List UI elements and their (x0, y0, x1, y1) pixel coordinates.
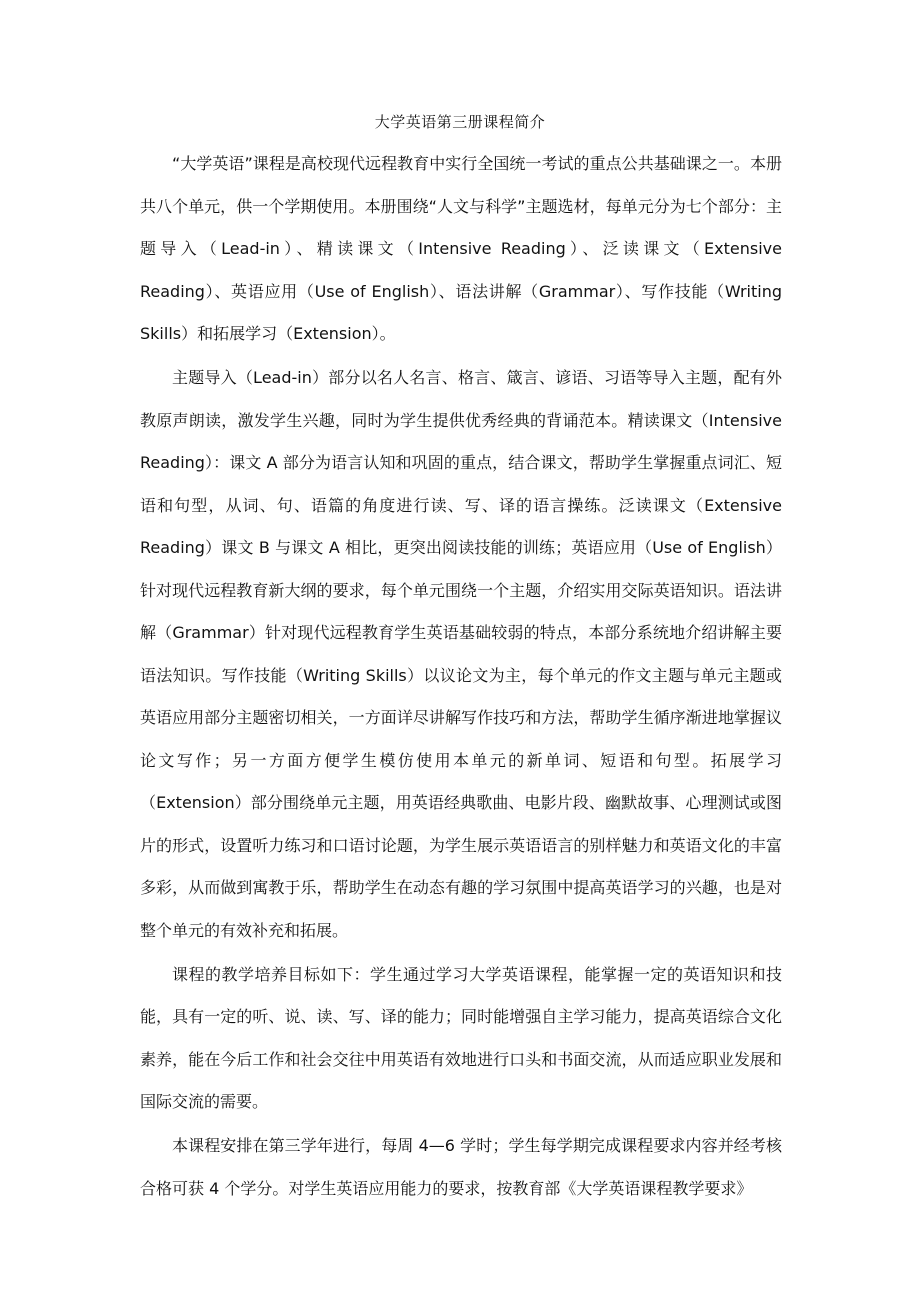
paragraph-course-overview: “大学英语”课程是高校现代远程教育中实行全国统一考试的重点公共基础课之一。本册共八个单元，供一个学期使用。本册围绕“人文与科学”主题选材，每单元分为七个部分：主题导入（Lead-in）、精读课文（Intensive Reading）、泛读课文（Extensive Reading）、英语应用（Use of English）、语法讲解（Grammar）、写作技能（Writing Skills）和拓展学习（Extension）。 (140, 154, 782, 343)
paragraph-unit-structure: 主题导入（Lead-in）部分以名人名言、格言、箴言、谚语、习语等导入主题，配有外教原声朗读，激发学生兴趣，同时为学生提供优秀经典的背诵范本。精读课文（Intensive Reading）：课文 A 部分为语言认知和巩固的重点，结合课文，帮助学生掌握重点词汇、短语和句型，从词、句、语篇的角度进行读、写、译的语言操练。泛读课文（Extensive Reading）课文 B 与课文 A 相比，更突出阅读技能的训练；英语应用（Use of English）针对现代远程教育新大纲的要求，每个单元围绕一个主题，介绍实用交际英语知识。语法讲解（Grammar）针对现代远程教育学生英语基础较弱的特点，本部分系统地介绍讲解主要语法知识。写作技能（Writing Skills）以议论文为主，每个单元的作文主题与单元主题或英语应用部分主题密切相关，一方面详尽讲解写作技巧和方法，帮助学生循序渐进地掌握议论文写作；另一方面方便学生模仿使用本单元的新单词、短语和句型。拓展学习（Extension）部分围绕单元主题，用英语经典歌曲、电影片段、幽默故事、心理测试或图片的形式，设置听力练习和口语讨论题，为学生展示英语语言的别样魅力和英语文化的丰富多彩，从而做到寓教于乐，帮助学生在动态有趣的学习氛围中提高英语学习的兴趣，也是对整个单元的有效补充和拓展。 (140, 368, 782, 940)
document-body (140, 143, 782, 1212)
document-title: 大学英语第三册课程简介 (374, 113, 546, 131)
paragraph-teaching-goals: 课程的教学培养目标如下：学生通过学习大学英语课程，能掌握一定的英语知识和技能，具有一定的听、说、读、写、译的能力；同时能增强自主学习能力，提高英语综合文化素养，能在今后工作和社会交往中用英语有效地进行口头和书面交流，从而适应职业发展和国际交流的需要。 (140, 964, 782, 1111)
paragraph-schedule-credits: 本课程安排在第三学年进行，每周 4—6 学时；学生每学期完成课程要求内容并经考核合格可获 4 个学分。对学生英语应用能力的要求，按教育部《大学英语课程教学要求》 (140, 1136, 782, 1198)
